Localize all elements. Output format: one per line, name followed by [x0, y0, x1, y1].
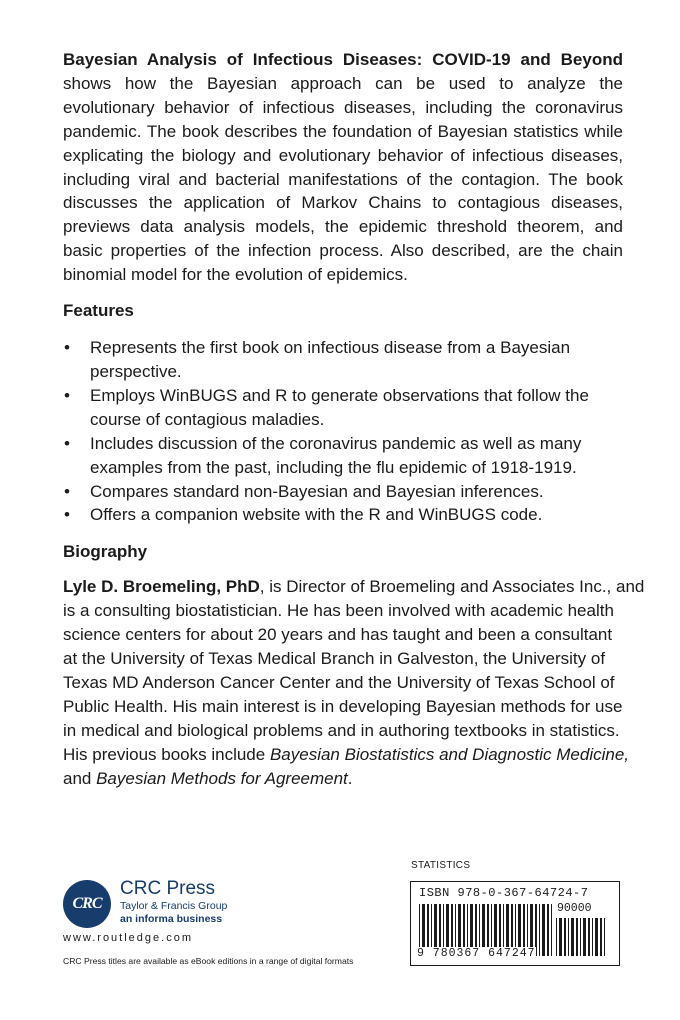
category-label: STATISTICS [411, 860, 471, 871]
barcode-bar [556, 918, 557, 956]
addon-number: 90000 [557, 902, 592, 915]
bullet-icon: • [64, 338, 70, 358]
feature-item: • Employs WinBUGS and R to generate observations that follow the course of contagious maladies. [64, 385, 589, 429]
biography-heading: Biography [63, 542, 148, 562]
barcode-bar [564, 918, 566, 956]
barcode-bar [559, 918, 562, 956]
ebook-note: CRC Press titles are available as eBook editions in a range of digital formats [63, 956, 354, 966]
features-list [63, 336, 623, 527]
barcode-bar [595, 918, 598, 956]
ean-number: 9 780367 647247 [417, 947, 536, 960]
publisher-website: www.routledge.com [63, 932, 193, 944]
barcode-bar [604, 918, 605, 956]
feature-item: • Compares standard non-Bayesian and Bayesian inferences. [63, 480, 623, 504]
book-title-1: Bayesian Biostatistics and Diagnostic Medicine, [269, 744, 630, 764]
intro-text: shows how the Bayesian approach can be used to analyze the evolutionary behavior of infectious diseases, including the coronavirus pandemic. The book describes the foundation of Bayesian statistics while explicating the biology and evolutionary behavior of infectious diseases, including viral and bacterial manifestations of the contagion. The book discusses the application of Markov Chains to contagious diseases, previews data analysis models, the epidemic threshold theorem, and basic properties of the infection process. Also described, are the chain binomial model for the evolution of epidemics. [63, 73, 623, 285]
biography-paragraph: Lyle D. Broemeling, PhD, is Director of Broemeling and Associates Inc., and is a consulting biostatistician. He has been involved with academic health science centers for about 20 years and has taught and been a consultant at the University of Texas Medical Branch in Galveston, the University of Texas MD Anderson Cancer Center and the University of Texas School of Public Health. His main interest is in developing Bayesian methods for use in medical and biological problems and in authoring textbooks in statistics. His previous books include Bayesian Biostatistics and Diagnostic Medicine, and Bayesian Methods for Agreement. [63, 577, 645, 788]
isbn-text: ISBN 978-0-367-64724-7 [419, 886, 589, 900]
barcode-bar [571, 918, 574, 956]
author-name: Lyle D. Broemeling, PhD [63, 577, 260, 597]
barcode-bar [600, 918, 602, 956]
bullet-icon: • [64, 385, 70, 405]
publisher-group: Taylor & Francis Group [120, 900, 228, 912]
publisher-block [120, 878, 227, 926]
isbn-barcode [410, 881, 620, 966]
feature-item: • Includes discussion of the coronavirus pandemic as well as many examples from the past, including the flu epidemic of 1918-1919. [64, 433, 582, 477]
barcode-bar [576, 918, 578, 956]
barcode-bar [580, 918, 581, 956]
publisher-name: CRC Press [120, 878, 216, 899]
barcode-bar [583, 918, 586, 956]
bullet-icon: • [64, 481, 70, 501]
book-title: Bayesian Analysis of Infectious Diseases: COVID-19 and Beyond [63, 50, 623, 69]
feature-item: • Offers a companion website with the R and WinBUGS code. [63, 503, 623, 527]
barcode-bar [542, 904, 545, 956]
barcode-bar [588, 918, 590, 956]
barcode-bar [539, 904, 540, 956]
barcode-bar [547, 904, 549, 956]
barcode-bar [551, 904, 552, 956]
addon-barcode-icon [556, 904, 608, 956]
publisher-informa: an informa business [120, 913, 223, 925]
bullet-icon: • [64, 433, 70, 453]
barcode-bar [568, 918, 569, 956]
bullet-icon: • [64, 505, 70, 525]
features-heading: Features [63, 301, 134, 321]
feature-item: • Represents the first book on infectious disease from a Bayesian perspective. [64, 338, 571, 381]
book-title-2: Bayesian Methods for Agreement [96, 768, 348, 788]
crc-press-logo-icon: CRC [63, 880, 111, 928]
intro-paragraph [63, 48, 623, 287]
barcode-bar [592, 918, 593, 956]
back-cover-content [63, 48, 645, 790]
